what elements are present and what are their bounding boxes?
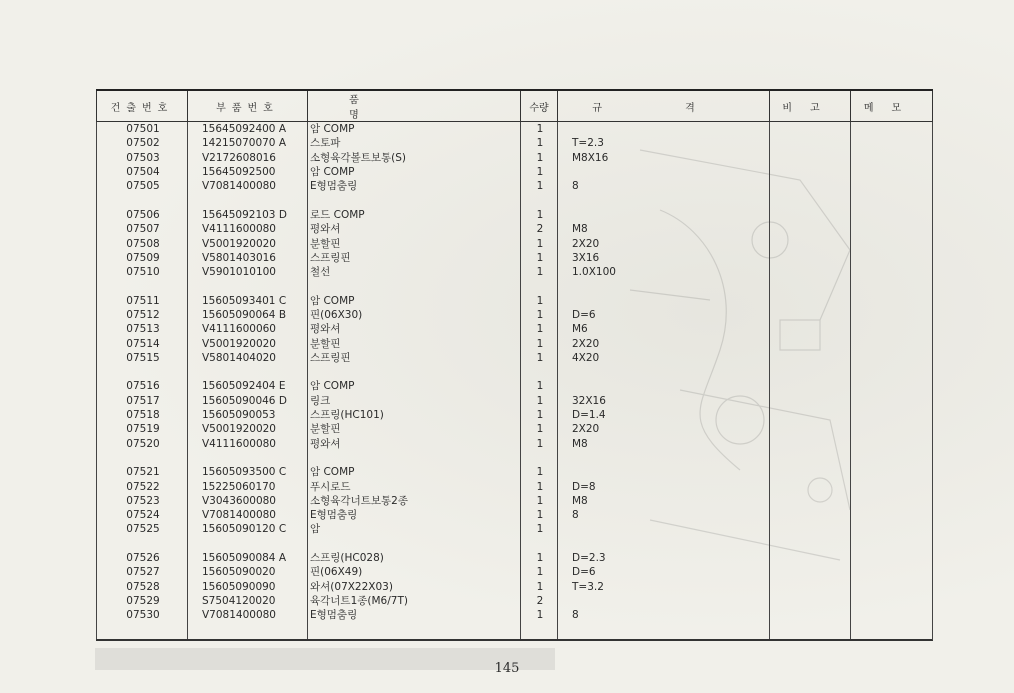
cell-note (770, 508, 851, 522)
cell-memo (851, 594, 933, 608)
cell-memo (851, 351, 933, 365)
spacer-cell (851, 537, 933, 551)
cell-note (770, 208, 851, 222)
cell-part-no: V5001920020 (188, 236, 308, 250)
spacer-cell (851, 365, 933, 379)
cell-spec: M8X16 (558, 151, 770, 165)
table-row (97, 580, 933, 594)
cell-item-no: 07527 (97, 565, 188, 579)
header-part-no: 부품번호 (188, 90, 308, 122)
cell-item-no: 07509 (97, 251, 188, 265)
cell-memo (851, 251, 933, 265)
cell-item-no: 07505 (97, 179, 188, 193)
cell-note (770, 608, 851, 622)
cell-note (770, 551, 851, 565)
cell-memo (851, 379, 933, 393)
spacer-cell (308, 537, 521, 551)
header-row (97, 90, 933, 122)
cell-part-no: 15605090053 (188, 408, 308, 422)
spacer-row (97, 451, 933, 465)
cell-name: E형멈춤링 (308, 608, 521, 622)
cell-memo (851, 580, 933, 594)
cell-spec: 8 (558, 508, 770, 522)
cell-note (770, 251, 851, 265)
spacer-cell (188, 537, 308, 551)
cell-memo (851, 308, 933, 322)
cell-memo (851, 565, 933, 579)
cell-item-no: 07507 (97, 222, 188, 236)
cell-qty: 1 (521, 322, 558, 336)
spacer-cell (770, 193, 851, 207)
cell-spec: M8 (558, 437, 770, 451)
cell-item-no: 07501 (97, 122, 188, 137)
cell-part-no: 15605092404 E (188, 379, 308, 393)
cell-item-no: 07524 (97, 508, 188, 522)
cell-qty: 1 (521, 422, 558, 436)
cell-qty: 1 (521, 437, 558, 451)
spacer-cell (558, 451, 770, 465)
cell-memo (851, 422, 933, 436)
spacer-row (97, 193, 933, 207)
cell-note (770, 122, 851, 137)
table-row (97, 322, 933, 336)
cell-note (770, 336, 851, 350)
cell-part-no: 15645092500 (188, 165, 308, 179)
cell-item-no: 07526 (97, 551, 188, 565)
cell-name: 분할핀 (308, 336, 521, 350)
cell-name: 평와셔 (308, 437, 521, 451)
spacer-cell (851, 279, 933, 293)
cell-note (770, 580, 851, 594)
cell-spec: D=1.4 (558, 408, 770, 422)
cell-memo (851, 494, 933, 508)
spacer-cell (558, 365, 770, 379)
cell-item-no: 07519 (97, 422, 188, 436)
cell-memo (851, 265, 933, 279)
cell-name: 스프링(HC028) (308, 551, 521, 565)
parts-table (96, 89, 933, 641)
cell-note (770, 465, 851, 479)
cell-qty: 1 (521, 394, 558, 408)
spacer-cell (97, 365, 188, 379)
cell-memo (851, 165, 933, 179)
cell-item-no: 07504 (97, 165, 188, 179)
cell-note (770, 351, 851, 365)
cell-name: 소형육각볼트보통(S) (308, 151, 521, 165)
cell-qty: 1 (521, 479, 558, 493)
cell-name: 암 COMP (308, 379, 521, 393)
spacer-cell (521, 193, 558, 207)
cell-part-no: 15605093401 C (188, 294, 308, 308)
cell-part-no: V5001920020 (188, 336, 308, 350)
table-row (97, 608, 933, 622)
table-row (97, 151, 933, 165)
cell-item-no: 07520 (97, 437, 188, 451)
spacer-cell (851, 193, 933, 207)
spacer-cell (851, 451, 933, 465)
cell-spec: 2X20 (558, 236, 770, 250)
cell-name: 암 COMP (308, 294, 521, 308)
cell-spec: 8 (558, 608, 770, 622)
cell-spec (558, 208, 770, 222)
cell-name: 암 (308, 522, 521, 536)
cell-note (770, 165, 851, 179)
cell-part-no: 15225060170 (188, 479, 308, 493)
cell-part-no: 15645092400 A (188, 122, 308, 137)
cell-qty: 1 (521, 379, 558, 393)
cell-qty: 1 (521, 294, 558, 308)
cell-note (770, 565, 851, 579)
spacer-cell (770, 451, 851, 465)
cell-part-no: V7081400080 (188, 179, 308, 193)
cell-qty: 1 (521, 508, 558, 522)
cell-name: 철선 (308, 265, 521, 279)
cell-item-no: 07525 (97, 522, 188, 536)
cell-part-no: V4111600060 (188, 322, 308, 336)
cell-note (770, 408, 851, 422)
cell-qty: 1 (521, 208, 558, 222)
cell-name: E형멈춤링 (308, 179, 521, 193)
cell-item-no: 07502 (97, 136, 188, 150)
table-row (97, 222, 933, 236)
cell-part-no: V7081400080 (188, 608, 308, 622)
cell-spec: 8 (558, 179, 770, 193)
cell-item-no: 07508 (97, 236, 188, 250)
cell-note (770, 494, 851, 508)
cell-item-no: 07506 (97, 208, 188, 222)
cell-part-no: V5001920020 (188, 422, 308, 436)
cell-part-no: V5801404020 (188, 351, 308, 365)
spacer-cell (558, 279, 770, 293)
cell-name: 스프링핀 (308, 251, 521, 265)
cell-memo (851, 437, 933, 451)
cell-item-no: 07511 (97, 294, 188, 308)
cell-qty: 1 (521, 551, 558, 565)
table-row (97, 551, 933, 565)
cell-name: 암 COMP (308, 465, 521, 479)
table-row (97, 165, 933, 179)
cell-memo (851, 136, 933, 150)
page-number: 145 (494, 661, 520, 676)
cell-name: 링크 (308, 394, 521, 408)
cell-item-no: 07530 (97, 608, 188, 622)
cell-qty: 2 (521, 594, 558, 608)
table-row (97, 351, 933, 365)
cell-memo (851, 151, 933, 165)
cell-qty: 1 (521, 151, 558, 165)
spacer-cell (521, 451, 558, 465)
cell-part-no: V3043600080 (188, 494, 308, 508)
cell-spec: M6 (558, 322, 770, 336)
cell-memo (851, 179, 933, 193)
table-row (97, 522, 933, 536)
cell-note (770, 179, 851, 193)
cell-spec (558, 594, 770, 608)
cell-qty: 1 (521, 179, 558, 193)
cell-spec (558, 522, 770, 536)
spacer-cell (97, 193, 188, 207)
table-row (97, 265, 933, 279)
cell-qty: 1 (521, 122, 558, 137)
cell-spec: 2X20 (558, 422, 770, 436)
spacer-cell (308, 279, 521, 293)
cell-part-no: S7504120020 (188, 594, 308, 608)
table-row (97, 422, 933, 436)
cell-item-no: 07513 (97, 322, 188, 336)
cell-qty: 1 (521, 165, 558, 179)
parts-table-container (96, 89, 932, 639)
cell-note (770, 222, 851, 236)
cell-part-no: 15605090120 C (188, 522, 308, 536)
table-row (97, 336, 933, 350)
cell-name: 암 COMP (308, 122, 521, 137)
cell-part-no: 15605093500 C (188, 465, 308, 479)
cell-note (770, 479, 851, 493)
cell-part-no: 15605090090 (188, 580, 308, 594)
spacer-cell (308, 365, 521, 379)
spacer-cell (97, 537, 188, 551)
cell-item-no: 07518 (97, 408, 188, 422)
cell-memo (851, 294, 933, 308)
header-note: 비고 (770, 90, 851, 122)
cell-memo (851, 236, 933, 250)
cell-qty: 1 (521, 522, 558, 536)
spacer-cell (558, 537, 770, 551)
cell-part-no: V4111600080 (188, 437, 308, 451)
cell-name: 핀(06X30) (308, 308, 521, 322)
cell-name: 암 COMP (308, 165, 521, 179)
cell-part-no: 15605090084 A (188, 551, 308, 565)
table-row (97, 437, 933, 451)
cell-note (770, 594, 851, 608)
cell-qty: 1 (521, 236, 558, 250)
cell-item-no: 07512 (97, 308, 188, 322)
cell-memo (851, 322, 933, 336)
table-row (97, 565, 933, 579)
spacer-cell (188, 365, 308, 379)
cell-item-no: 07516 (97, 379, 188, 393)
cell-item-no: 07521 (97, 465, 188, 479)
spacer-cell (521, 537, 558, 551)
cell-spec (558, 379, 770, 393)
cell-part-no: 15605090046 D (188, 394, 308, 408)
cell-name: 평와셔 (308, 222, 521, 236)
cell-note (770, 522, 851, 536)
cell-item-no: 07514 (97, 336, 188, 350)
table-row (97, 294, 933, 308)
cell-spec: M8 (558, 494, 770, 508)
table-row (97, 465, 933, 479)
cell-spec: M8 (558, 222, 770, 236)
cell-part-no: V5901010100 (188, 265, 308, 279)
cell-note (770, 294, 851, 308)
table-row (97, 379, 933, 393)
header-name: 품 명 (308, 90, 521, 122)
table-row (97, 408, 933, 422)
header-memo: 메모 (851, 90, 933, 122)
spacer-cell (308, 193, 521, 207)
cell-note (770, 136, 851, 150)
cell-item-no: 07517 (97, 394, 188, 408)
cell-spec: T=2.3 (558, 136, 770, 150)
cell-name: 스토파 (308, 136, 521, 150)
cell-spec: 32X16 (558, 394, 770, 408)
cell-note (770, 236, 851, 250)
cell-qty: 1 (521, 336, 558, 350)
cell-spec (558, 294, 770, 308)
cell-memo (851, 208, 933, 222)
spacer-cell (97, 279, 188, 293)
cell-part-no: 15605090020 (188, 565, 308, 579)
cell-item-no: 07523 (97, 494, 188, 508)
cell-item-no: 07515 (97, 351, 188, 365)
cell-qty: 1 (521, 494, 558, 508)
spacer-row (97, 365, 933, 379)
cell-name: 와셔(07X22X03) (308, 580, 521, 594)
table-row (97, 394, 933, 408)
cell-spec: 3X16 (558, 251, 770, 265)
cell-part-no: V5801403016 (188, 251, 308, 265)
cell-spec: D=2.3 (558, 551, 770, 565)
cell-qty: 2 (521, 222, 558, 236)
spacer-cell (521, 365, 558, 379)
cell-part-no: 14215070070 A (188, 136, 308, 150)
cell-name: 로드 COMP (308, 208, 521, 222)
cell-name: 핀(06X49) (308, 565, 521, 579)
table-row (97, 308, 933, 322)
cell-memo (851, 608, 933, 622)
cell-qty: 1 (521, 565, 558, 579)
cell-memo (851, 336, 933, 350)
cell-note (770, 394, 851, 408)
cell-memo (851, 465, 933, 479)
cell-note (770, 422, 851, 436)
spacer-cell (188, 279, 308, 293)
spacer-cell (558, 193, 770, 207)
cell-spec (558, 122, 770, 137)
cell-item-no: 07522 (97, 479, 188, 493)
cell-item-no: 07503 (97, 151, 188, 165)
cell-spec (558, 165, 770, 179)
cell-memo (851, 222, 933, 236)
table-row (97, 122, 933, 137)
cell-item-no: 07529 (97, 594, 188, 608)
table-body (97, 122, 933, 641)
cell-spec: T=3.2 (558, 580, 770, 594)
spacer-cell (188, 451, 308, 465)
cell-item-no: 07510 (97, 265, 188, 279)
cell-spec: D=6 (558, 308, 770, 322)
cell-qty: 1 (521, 580, 558, 594)
cell-memo (851, 122, 933, 137)
spacer-row (97, 537, 933, 551)
spacer-cell (188, 193, 308, 207)
cell-qty: 1 (521, 136, 558, 150)
cell-memo (851, 479, 933, 493)
cell-part-no: V2172608016 (188, 151, 308, 165)
cell-note (770, 151, 851, 165)
cell-name: 평와셔 (308, 322, 521, 336)
cell-qty: 1 (521, 265, 558, 279)
cell-qty: 1 (521, 608, 558, 622)
table-row (97, 494, 933, 508)
cell-spec: 1.0X100 (558, 265, 770, 279)
table-row (97, 594, 933, 608)
table-row (97, 136, 933, 150)
cell-memo (851, 408, 933, 422)
cell-spec: 2X20 (558, 336, 770, 350)
header-no: 건출번호 (97, 90, 188, 122)
cell-name: 푸시로드 (308, 479, 521, 493)
cell-note (770, 437, 851, 451)
spacer-row (97, 279, 933, 293)
table-row (97, 508, 933, 522)
table-row (97, 236, 933, 250)
cell-name: 스프링핀 (308, 351, 521, 365)
cell-memo (851, 394, 933, 408)
cell-note (770, 322, 851, 336)
spacer-cell (521, 279, 558, 293)
cell-spec (558, 465, 770, 479)
cell-qty: 1 (521, 308, 558, 322)
spacer-cell (770, 365, 851, 379)
header-qty: 수량 (521, 90, 558, 122)
cell-part-no: V7081400080 (188, 508, 308, 522)
cell-note (770, 265, 851, 279)
cell-spec: D=6 (558, 565, 770, 579)
cell-name: E형멈춤링 (308, 508, 521, 522)
cell-name: 소형육각너트보통2종 (308, 494, 521, 508)
table-row (97, 208, 933, 222)
table-row (97, 179, 933, 193)
cell-part-no: V4111600080 (188, 222, 308, 236)
cell-qty: 1 (521, 351, 558, 365)
cell-memo (851, 551, 933, 565)
table-row (97, 251, 933, 265)
spacer-cell (770, 537, 851, 551)
cell-memo (851, 522, 933, 536)
cell-name: 분할핀 (308, 422, 521, 436)
spacer-cell (97, 451, 188, 465)
header-spec: 규 격 (558, 90, 770, 122)
cell-memo (851, 508, 933, 522)
cell-spec: D=8 (558, 479, 770, 493)
cell-note (770, 308, 851, 322)
spacer-cell (770, 279, 851, 293)
spacer-cell (308, 451, 521, 465)
cell-qty: 1 (521, 408, 558, 422)
table-row (97, 479, 933, 493)
cell-note (770, 379, 851, 393)
cell-spec: 4X20 (558, 351, 770, 365)
cell-qty: 1 (521, 251, 558, 265)
cell-name: 스프링(HC101) (308, 408, 521, 422)
cell-name: 육각너트1종(M6/7T) (308, 594, 521, 608)
cell-name: 분할핀 (308, 236, 521, 250)
cell-item-no: 07528 (97, 580, 188, 594)
cell-part-no: 15645092103 D (188, 208, 308, 222)
cell-qty: 1 (521, 465, 558, 479)
cell-part-no: 15605090064 B (188, 308, 308, 322)
